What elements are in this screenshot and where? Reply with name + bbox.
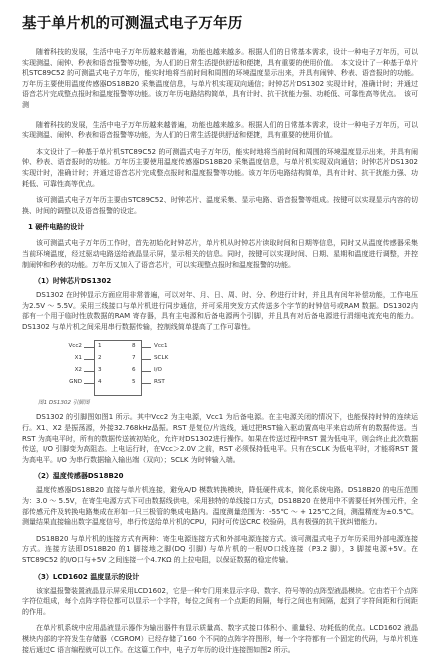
figure-caption: 图1 DS1302 引脚图 — [38, 400, 90, 407]
pin-number-2: 2 — [98, 355, 102, 362]
subsection-heading-ds1302: （1）时钟芯片DS1302 — [34, 277, 112, 286]
ds1302-paragraph-1: DS1302 在时钟显示方面应用非常普遍，可以对年、月、日、周、时、分、秒进行计时，并且具有闰年补偿功能，工作电压为2.5V ～ 5.5V。采用三线接口与单片机进行同步通信，并可采用突发方式传送多个字节的时钟信号或RAM 数据。DS1302内部有一个用于临时性放数据的RAM 寄存器，具有主电源和后备电源两个引脚，并且具有对后备电源进行涓细电流充电的能力。DS1302 与单片机之间采用串行数据传输，控制线简单提高了工作可靠性。 — [22, 291, 418, 331]
intro-paragraph-3: 该可测温式电子万年历主要由STC89C52、时钟芯片、温度采集、显示电路、语音报警等组成。按键可以实现显示内容的切换、时间的调整以及语音报警的设定。 — [22, 196, 418, 215]
pin-label-x2: X2 — [74, 367, 82, 374]
section-heading-hardware: 1 硬件电路的设计 — [28, 223, 85, 232]
pin-label-gnd: GND — [69, 379, 82, 386]
pin-label-x1: X1 — [74, 355, 82, 362]
intro-paragraph-1: 随着科技的发展，生活中电子万年历越来越普遍，功能也越来越多。根据人们的日常基本需求，设计一种电子万年历，可以实现测温、闹钟、秒表和语音报警等功能，为人们的日常生活提供舒适和便捷，具有重要的使用价值。 — [22, 120, 418, 140]
pin-number-4: 4 — [98, 379, 102, 386]
ds1302-paragraph-2: DS1302 的引脚图如图1 所示。其中Vcc2 为主电源，Vcc1 为后备电源。在主电源关闭的情况下，也能保持时钟的连续运行。X1、X2 是振荡源，外接32.768kHz晶振。RST 是复位/片选线，通过把RST输入驱动置高电平来启动所有的数据传送。当RST 为高电平时，所有的数据传送被初始化，允许对DS1302进行操作。如果在传送过程中RST 置为低电平，则会终止此次数据传送，I/O 引脚变为高阻态。上电运行时，在Vcc＞2.0V 之前，RST 必须保持低电平。只有在SCLK 为低电平时，才能将RST 置为高电平。I/O 为串行数据输入输出端（双向）；SCLK 为时钟输入端。 — [22, 413, 418, 464]
pin-label-io: I/O — [154, 367, 162, 374]
pin-number-7: 7 — [132, 355, 136, 362]
pin-number-1: 1 — [98, 343, 102, 350]
pin-number-8: 8 — [132, 343, 136, 350]
ds1302-pinout-figure — [38, 338, 208, 410]
document-title: 基于单片机的可测温式电子万年历 — [22, 16, 243, 32]
ds18b20-paragraph-1: 温度传感器DS18B20 直接与单片机连接，避免A/D 模数转换模块，降低硬件成本，简化系统电路。DS18B20 的电压范围为：3.0 ～ 5.5V，在寄生电源方式下可由数据线供电，采用独特的单线接口方式，DS18B20 在使用中不需要任何外围元件，全部传感元件及转换电路集成在形如一只三极管的集成电路内。温度测量范围为：-55℃ ～ + 125℃之间，测温精度为±0.5℃。测量结果直接输出数字温度信号，串行传送给单片机的CPU，同时可传送CRC 校验码，具有极强的抗干扰纠错能力。 — [22, 486, 418, 527]
lcd1602-paragraph-1: 该家温报警装置液晶显示屏采用LCD1602，它是一种专门用来显示字母、数字、符号等的点阵型液晶模块。它由若干个点阵字符位组成，每个点阵字符位都可以显示一个字符，每位之间有一个点距的间隔，每行之间也有间隔，起到了字符间距和行间距的作用。 — [22, 586, 418, 616]
subsection-heading-lcd1602: （3）LCD1602 温度显示的设计 — [34, 572, 140, 581]
pin-label-vcc1: Vcc1 — [154, 343, 168, 350]
pin-number-3: 3 — [98, 367, 102, 374]
pin-label-rst: RST — [154, 379, 165, 386]
pin-label-sclk: SCLK — [154, 355, 169, 362]
pin-label-vcc2: Vcc2 — [68, 343, 82, 350]
pin-number-6: 6 — [132, 367, 136, 374]
intro-paragraph-2: 本文设计了一种基于单片机STC89C52 的可测温式电子万年历，能实时地将当前时间和周围的环境温度显示出来，并具有闹钟、秒表、语音报时的功能。万年历主要使用温度传感器DS18B20 采集温度信息，与单片机实现双向通信；时钟芯片DS1302 实现计时，准确计时；并通过语音芯片完成整点报时和温度报警等功能。该万年历电路结构简单，具有计时、抗干扰能力强、功耗低、可靠性高等优点。 — [22, 147, 418, 188]
ds18b20-paragraph-2: DS18B20 与单片机的连接方式有两种：寄生电源连接方式和外部电源连接方式。该可测温式电子万年历采用外部电源连接方式。连接方法即DS18B20 的1 脚接地之脚(DQ 引脚) 与单片机的一根I/O口线连接（P3.2 脚），3 脚接电源+5V。在STC89C52 的I/O口与+5V 之间连接一个4.7KΩ 的上拉电阻，以保证数据的稳定传输。 — [22, 534, 418, 564]
pin-number-5: 5 — [132, 379, 136, 386]
section-hardware-paragraph: 该可测温式电子万年历工作时，首先初始化时钟芯片，单片机从时钟芯片读取时间和日期等信息，同时又从温度传感器采集当前环境温度，经过驱动电路送给液晶显示屏，显示相关的信息。同时，按键可以实现时间、日期、星期和温度进行调整，并控制闹钟和秒表的功能。万年历又加入了语音芯片，可以实现整点报时和温度报警的功能。 — [22, 239, 418, 269]
lcd1602-paragraph-2: 在单片机系统中应用晶液显示器作为输出器件有显示质量高、数字式接口体积小、重量轻、功耗低的优点。LCD1602 液晶模块内部的字符发生存储器（CGROM）已经存储了160 个不同的点阵字符图形，每一个字符都有一个固定的代码，与单片机连接后通过C 语言编程就可以工作。在这篇工作中，电子万年历的设计连接图如图2 所示。 — [22, 624, 418, 654]
subsection-heading-ds18b20: （2）温度传感器DS18B20 — [34, 472, 124, 481]
abstract-paragraph: 随着科技的发展，生活中电子万年历越来越普遍，功能也越来越多。根据人们的日常基本需求，设计一种电子万年历，可以实现测温、闹钟、秒表和语音报警等功能，为人们的日常生活提供舒适和便捷，具有重要的使用价值。 本文设计了一种基于单片机STC89C52 的可测温式电子万年历，能实时地将当前时间和周围的环境温度显示出来，并具有闹钟、秒表、语音报时的功能。万年历主要使用温度传感器DS18B20 采集温度信息，与单片机实现双向通信；时钟芯片DS1302 实现计时，准确计时；并通过语音芯片完成整点报时和温度报警等功能。该万年历电路结构简单，具有计时、抗干扰能力强、功耗低、可靠性高等优点。 该可测 — [22, 48, 418, 109]
